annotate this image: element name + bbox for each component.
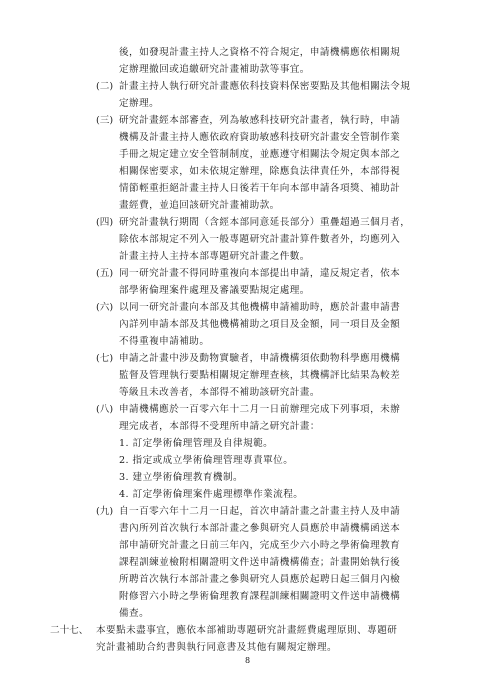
article-line-2: 究計畫補助合約書與執行同意書及其他有關規定辦理。 [96, 642, 338, 653]
item-3-line-6: 畫經費，並追回該研究計畫補助款。 [119, 200, 280, 211]
article-number: 二十七、 [50, 625, 89, 636]
item-marker: (七) [96, 353, 114, 364]
item-3-line-2: 機構及計畫主持人應依政府資助敏感科技研究計畫安全管制作業 [119, 132, 401, 143]
item-2-line-1: 計畫主持人執行研究計畫應依科技資料保密要點及其他相關法令規 [119, 81, 411, 92]
item-marker: (六) [96, 302, 114, 313]
item-6-line-2: 內詳列申請本部及其他機構補助之項目及金額，同一項目及金額 [119, 319, 401, 330]
intro-line-2: 定辦理撤回或追繳研究計畫補助款等事宜。 [119, 64, 310, 75]
item-8-subitem: 3. 建立學術倫理教育機制。 [119, 472, 244, 483]
item-9-line-4: 課程訓練並檢附相關證明文件送申請機構備查；計畫開始執行後 [119, 557, 401, 568]
item-9-line-5: 所聘首次執行本部計畫之參與研究人員應於起聘日起三個月內檢 [119, 574, 401, 585]
item-3-line-5: 情節輕重拒絕計畫主持人日後若干年向本部申請各項獎、補助計 [119, 183, 401, 194]
item-8-line-1: 申請機構應於一百零六年十二月一日前辦理完成下列事項，未辦 [119, 404, 401, 415]
item-marker: (八) [96, 404, 114, 415]
item-8-subitem: 4. 訂定學術倫理案件處理標準作業流程。 [119, 489, 304, 500]
item-8-subitem: 2. 指定或成立學術倫理管理專責單位。 [119, 455, 294, 466]
item-marker: (二) [96, 81, 114, 92]
item-5-line-2: 部學術倫理案件處理及審議要點規定處理。 [119, 285, 310, 296]
item-marker: (三) [96, 115, 114, 126]
article-line-1: 本要點未盡事宜，應依本部補助專題研究計畫經費處理原則、專題研 [96, 625, 398, 636]
item-9-line-7: 備查。 [119, 608, 150, 619]
intro-line-1: 後，如發現計畫主持人之資格不符合規定，申請機構應依相關規 [119, 47, 401, 58]
item-7-line-3: 等級且未改善者，本部得不補助該研究計畫。 [119, 387, 320, 398]
item-4-line-2: 除依本部規定不列入一般專題研究計畫計算件數者外，均應列入 [119, 234, 401, 245]
item-9-line-2: 書內所列首次執行本部計畫之參與研究人員應於申請機構函送本 [119, 523, 401, 534]
page-number: 8 [244, 656, 251, 665]
item-3-line-3: 手冊之規定建立安全管制制度，並應遵守相關法令規定與本部之 [119, 149, 401, 160]
item-marker: (四) [96, 217, 114, 228]
item-8-line-2: 理完成者，本部得不受理所申請之研究計畫： [119, 421, 320, 432]
item-marker: (九) [96, 506, 114, 517]
item-marker: (五) [96, 268, 114, 279]
item-9-line-6: 附修習六小時之學術倫理教育課程訓練相關證明文件送申請機構 [119, 591, 401, 602]
item-7-line-2: 監督及管理執行要點相關規定辦理查核，其機構評比結果為較差 [119, 370, 401, 381]
item-4-line-3: 計畫主持人主持本部專題研究計畫之件數。 [119, 251, 310, 262]
item-6-line-1: 以同一研究計畫向本部及其他機構申請補助時，應於計畫申請書 [119, 302, 401, 313]
item-9-line-1: 自一百零六年十二月一日起，首次申請計畫之計畫主持人及申請 [119, 506, 401, 517]
item-2-line-2: 定辦理。 [119, 98, 160, 109]
item-6-line-3: 不得重複申請補助。 [119, 336, 210, 347]
item-3-line-1: 研究計畫經本部審查，列為敏感科技研究計畫者，執行時，申請 [119, 115, 401, 126]
item-5-line-1: 同一研究計畫不得同時重複向本部提出申請，違反規定者，依本 [119, 268, 401, 279]
item-8-subitem: 1. 訂定學術倫理管理及自律規範。 [119, 438, 274, 449]
item-7-line-1: 申請之計畫中涉及動物實驗者，申請機構須依動物科學應用機構 [119, 353, 401, 364]
item-9-line-3: 部申請研究計畫之日前三年內，完成至少六小時之學術倫理教育 [119, 540, 401, 551]
item-3-line-4: 相關保密要求，如未依規定辦理，除應負法律責任外，本部得視 [119, 166, 401, 177]
item-4-line-1: 研究計畫執行期間（含經本部同意延長部分）重疊超過三個月者， [119, 217, 411, 228]
